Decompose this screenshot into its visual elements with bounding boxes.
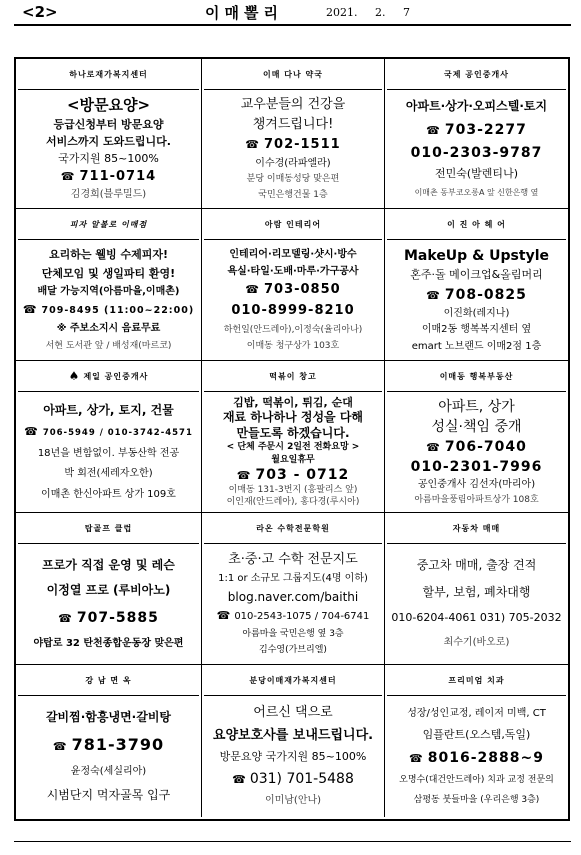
ad-line (47, 584, 171, 598)
ad-line-text: 703 - 0712 (255, 466, 350, 483)
ad-line (258, 190, 327, 200)
page-header (0, 0, 581, 26)
ad-line (415, 188, 539, 197)
ad-line-text: 인테리어·리모델링·샷시·방수 (229, 248, 357, 260)
ad-line (391, 612, 561, 625)
phone-icon: ☎ (58, 611, 73, 625)
issue-date: 2021. 2. 7 (326, 6, 410, 19)
ad-line-text: 국가지원 85~100% (58, 151, 159, 165)
ad-line-text: 이미남(안나) (264, 794, 322, 806)
ad-box (202, 665, 385, 817)
ad-title (204, 361, 382, 392)
ad-title-text: 프리미엄 치과 (448, 675, 505, 685)
ad-line (236, 427, 349, 441)
ad-line (245, 138, 340, 153)
ad-box (202, 513, 385, 665)
ad-line-text: 임플란트(오스템,독일) (422, 727, 531, 741)
ad-box (385, 513, 568, 665)
ad-line (49, 249, 168, 262)
ad-line (61, 170, 156, 185)
ad-box (385, 665, 568, 817)
ad-line (41, 489, 176, 501)
ad-line (47, 789, 171, 803)
ad-line-text: 공인중개사 김선자(마리아) (417, 479, 536, 491)
phone-icon: ☎ (426, 123, 441, 137)
ad-line (271, 455, 314, 465)
ad-body (18, 392, 199, 512)
ad-line (411, 145, 543, 161)
ad-line-text: 야탑로 32 탄천종합운동장 맞은편 (33, 637, 184, 649)
ad-line (407, 708, 546, 720)
ad-body (18, 696, 199, 817)
page-number: <2> (22, 3, 58, 21)
ad-line (224, 325, 363, 335)
ad-line (399, 775, 554, 785)
ad-title (204, 665, 382, 696)
ad-line (237, 467, 349, 483)
ad-title-text: 강 남 면 옥 (85, 675, 132, 685)
ad-line (444, 637, 510, 649)
ad-line-text: 706-7040 (444, 439, 527, 456)
ad-title-text: 탑골프 클럽 (84, 523, 133, 533)
ad-line (58, 153, 159, 166)
ad-line (217, 610, 370, 623)
ad-title (387, 361, 566, 392)
ad-line-text: 010-2303-9787 (410, 144, 543, 161)
ad-line (253, 706, 332, 721)
ad-line-text: 711-0714 (79, 168, 157, 184)
ad-line-text: 성실·책임 중개 (431, 419, 522, 436)
ad-line-text: 702-1511 (263, 136, 341, 152)
ad-line-text: 요리하는 웰빙 수제피자! (49, 248, 168, 262)
ad-title (204, 209, 382, 240)
ad-line-text: 이매동 청구상가 103호 (246, 340, 340, 351)
ad-line-text: 이진화(레지나) (443, 307, 510, 319)
ad-box (202, 209, 385, 361)
ad-line (229, 249, 356, 261)
ad-title-text: 라온 수학전문학원 (256, 523, 330, 533)
ad-line (24, 426, 193, 439)
ad-line (412, 341, 542, 353)
ad-line-text: 어르신 댁으로 (253, 705, 333, 721)
ad-line (422, 324, 531, 336)
ad-line-text: 전민숙(발렌티나) (435, 167, 518, 181)
ad-line-text: 010-6204-4061 031) 705-2032 (391, 610, 562, 624)
ad-line-text: ※ 주보소지시 음료무료 (56, 323, 161, 335)
ad-title-text: 이매 다나 약국 (263, 69, 323, 79)
ad-line-text: 박 회전(세레자오한) (64, 468, 153, 480)
ad-line-text: 욕실·타일·도배·마루·가구공사 (227, 266, 359, 278)
phone-icon: ☎ (52, 739, 68, 753)
ad-line-text: 성장/성인교정, 레이저 미백, CT (407, 708, 546, 719)
ad-line (37, 286, 179, 298)
footer-rule (14, 841, 571, 842)
ad-line-text: 8016-2888~9 (427, 750, 544, 767)
ad-title (18, 209, 199, 240)
ad-box (16, 361, 202, 513)
phone-icon: ☎ (22, 303, 38, 317)
ad-line (247, 341, 339, 351)
ad-body (18, 544, 199, 664)
phone-icon: ☎ (245, 137, 260, 151)
ad-line-text: 706-5949 / 010-3742-4571 (42, 428, 193, 439)
phone-icon: ☎ (245, 283, 260, 297)
ad-title-text: 떡볶이 창고 (269, 371, 317, 381)
ad-title-text: 이매동 행복부동산 (439, 371, 514, 381)
ad-line (426, 439, 527, 455)
ad-line (423, 586, 531, 600)
ad-title (387, 209, 566, 240)
ad-title (387, 513, 566, 544)
ad-title-text: 분당이매재가복지센터 (249, 675, 337, 685)
ad-line-text: 031) 701-5488 (249, 771, 354, 788)
ad-line (431, 419, 521, 435)
ad-line-text: 이매2동 행복복지센터 옆 (421, 324, 532, 336)
ad-line-text: 초·중·고 수학 전문지도 (228, 551, 358, 567)
ad-line-text: 챙겨드립니다! (252, 116, 334, 132)
ad-line (213, 729, 373, 744)
ad-line-text: 할부, 보험, 폐차대행 (422, 584, 531, 599)
ad-line (232, 771, 354, 787)
phone-icon: ☎ (236, 468, 252, 482)
ad-line-text: 교우분들의 건강을 (240, 97, 346, 112)
ad-line (64, 468, 152, 480)
ad-line (57, 323, 161, 335)
ad-line-text: 시범단지 먹자골목 입구 (46, 787, 171, 802)
ad-line-text: 아름마을 국민은행 옆 3층 (242, 628, 344, 639)
ad-line (418, 479, 535, 491)
ad-body (387, 392, 566, 512)
ad-line-text: 아름마을풍림아파트상가 108호 (414, 494, 539, 505)
ad-line-text: 010-2301-7996 (410, 459, 543, 476)
ad-line (34, 638, 184, 650)
ad-title (204, 513, 382, 544)
ad-box (202, 59, 385, 209)
spade-icon: ♠ (68, 369, 81, 383)
ad-body (387, 90, 566, 208)
ad-line-text: 이인재(안드레아), 홍다경(루시아) (226, 496, 360, 507)
ad-box (385, 209, 568, 361)
ad-line-text: 781-3790 (71, 734, 165, 754)
ad-title (18, 59, 199, 90)
ad-line-text: 프로가 직접 운영 및 레슨 (42, 557, 175, 572)
ad-line-text: 아파트·상가·오피스텔·토지 (405, 99, 548, 114)
ad-body (387, 544, 566, 664)
ad-box (385, 361, 568, 513)
ad-line (227, 497, 360, 507)
ad-line-text: 갈비찜·함흥냉면·갈비탕 (45, 709, 172, 724)
ad-line-text: 요양보호사를 보내드립니다. (212, 727, 374, 743)
ad-line (426, 122, 527, 138)
ad-line-text: 1:1 or 소규모 그룹지도(4명 이하) (218, 573, 368, 585)
ad-line (241, 98, 346, 113)
ad-line-text: 아파트, 상가 (438, 398, 515, 415)
ad-line (255, 158, 330, 170)
ad-line (242, 629, 343, 639)
ad-title (18, 361, 199, 392)
ad-line (414, 495, 538, 505)
ad-line (229, 485, 358, 495)
ad-body (387, 240, 566, 360)
ad-body (387, 696, 566, 817)
phone-icon: ☎ (409, 752, 424, 766)
ad-line (227, 442, 360, 452)
ad-line-text: 김경희(블루밀드) (70, 189, 147, 201)
ad-line-text: 혼주·돌 메이크업&올림머리 (410, 268, 543, 281)
ad-line (253, 118, 334, 133)
ad-body (204, 544, 382, 664)
ad-line-text: 이수경(라파엘라) (255, 157, 331, 169)
ad-line (265, 795, 321, 807)
ad-line-text: 배달 가능지역(아름마을,이매촌) (37, 286, 180, 298)
ad-line-text: 아파트, 상가, 토지, 건물 (43, 402, 174, 417)
ad-line-text: <방문요양> (66, 96, 151, 115)
phone-icon: ☎ (60, 169, 76, 183)
ad-box (16, 513, 202, 665)
ad-title-text: 이 진 아 헤 어 (447, 219, 506, 229)
ad-body (204, 696, 382, 817)
ad-body (18, 240, 199, 360)
ad-title-text: 아람 인테리어 (264, 219, 322, 229)
ad-line (220, 751, 367, 764)
ad-line-text: 서비스까지 도와드립니다. (46, 134, 171, 148)
ad-line (218, 573, 368, 585)
ad-line-text: 18년을 변함없이. 부동산학 전공 (37, 448, 180, 459)
ad-line-text: 708-0825 (444, 286, 527, 303)
ad-line (423, 729, 531, 742)
ad-line-text: 이매동 131-3번지 (흥팔리스 앞) (228, 484, 358, 495)
ad-line-text: 703-2277 (444, 121, 527, 138)
ad-line-text: 만들도록 하겠습니다. (236, 425, 350, 440)
ad-line (435, 168, 518, 181)
ad-box (16, 209, 202, 361)
ad-line (71, 766, 146, 778)
ad-line (228, 553, 358, 568)
ad-line (53, 736, 164, 754)
ad-line-text: 최수기(바오로) (443, 637, 510, 649)
ad-title-text: 하나로재가복지센터 (69, 69, 148, 79)
ad-line (42, 559, 175, 573)
ad-line (426, 287, 527, 303)
ad-title-text: 국제 공인중개사 (444, 69, 509, 79)
ad-title-text: 피자 알볼로 이매점 (69, 219, 148, 229)
ad-box (16, 665, 202, 817)
ad-line-text: 분당 이매동성당 맞은편 (246, 174, 340, 185)
ad-box (16, 59, 202, 209)
ad-box (202, 361, 385, 513)
ad-line (58, 610, 159, 626)
ad-line (245, 283, 340, 298)
ad-grid (14, 57, 570, 821)
ad-line (411, 459, 543, 475)
ad-line-text: 재료 하나하나 정성을 다해 (222, 410, 364, 425)
phone-icon: ☎ (426, 288, 441, 302)
ad-line-text: 월요일휴무 (271, 454, 315, 465)
ad-line (227, 266, 358, 278)
ad-body (204, 240, 382, 360)
ad-line-text: emart 노브랜드 이매2점 1층 (411, 340, 542, 352)
ad-line (46, 711, 171, 725)
ad-line-text: 하헌일(안드레아),이정숙(율리아나) (223, 324, 363, 335)
ad-line (444, 308, 510, 320)
newsletter-title: 이매뽈리 (205, 4, 283, 22)
ad-line-text: 이매촌 동부코오롱A 앞 신한은행 옆 (414, 188, 539, 198)
ad-line (223, 411, 363, 425)
ad-line (46, 341, 172, 351)
ad-title (18, 665, 199, 696)
ad-line (38, 448, 179, 460)
ad-line-text: 010-2543-1075 / 704-6741 (234, 611, 370, 623)
ad-title (387, 59, 566, 90)
ad-line-text: 오명수(대건안드레아) 치과 교정 전문의 (399, 775, 554, 786)
ad-title-text: 자동차 매매 (452, 523, 501, 533)
ad-line-text: 707-5885 (76, 609, 159, 626)
ad-line (53, 119, 163, 132)
ad-line-text: 709-8495 (11:00~22:00) (41, 305, 195, 317)
phone-icon: ☎ (216, 609, 231, 623)
ad-line-text: 국민은행건물 1층 (258, 189, 328, 200)
ad-line (67, 97, 150, 114)
ad-line-text: 김밥, 떡볶이, 튀김, 순대 (233, 395, 353, 409)
ad-line-text: 서현 도서관 앞 / 배성재(마르코) (45, 340, 172, 351)
ad-title (387, 665, 566, 696)
ad-line-text: 등급신청부터 방문요양 (53, 117, 164, 131)
phone-icon: ☎ (426, 441, 441, 455)
ad-line-text: 703-0850 (263, 282, 341, 298)
ad-line-text: 이정열 프로 (루비아노) (46, 583, 171, 598)
ad-title-text: 제일 공인중개사 (83, 371, 149, 381)
ad-box (385, 59, 568, 209)
ad-line (233, 397, 353, 410)
ad-line (404, 248, 549, 264)
ad-line-text: 단체모임 및 생일파티 환영! (41, 266, 176, 280)
phone-icon: ☎ (232, 773, 246, 787)
ad-line (417, 559, 537, 573)
ad-line-text: < 단체 주문시 2일전 전화요망 > (226, 442, 360, 453)
ad-line (46, 136, 171, 149)
ad-line (231, 304, 354, 319)
ad-line (438, 399, 515, 415)
ad-body (204, 90, 382, 208)
ad-line-text: 중고차 매매, 출장 견적 (416, 558, 537, 573)
ad-body (204, 392, 382, 512)
ad-line-text: blog.naver.com/baithi (227, 589, 359, 604)
ad-line-text: 윤정숙(세실리아) (70, 765, 147, 777)
header-rule (14, 24, 571, 26)
phone-icon: ☎ (24, 425, 39, 439)
ad-line (259, 645, 327, 655)
ad-line (406, 100, 547, 114)
ad-title (204, 59, 382, 90)
ad-line-text: 방문요양 국가지원 85~100% (219, 750, 367, 764)
ad-line-text: MakeUp & Upstyle (404, 247, 549, 264)
ad-body (18, 90, 199, 208)
ad-line (23, 304, 194, 317)
ad-line (71, 189, 146, 201)
ad-line-text: 010-8999-8210 (231, 303, 355, 318)
ad-line-text: 이매촌 한신아파트 상가 109호 (41, 488, 176, 500)
ad-line (410, 269, 542, 282)
ad-title (18, 513, 199, 544)
ad-line (247, 174, 340, 184)
ad-line-text: 김수영(가브리엘) (259, 644, 327, 655)
ad-line (414, 795, 540, 805)
ad-line (409, 750, 544, 766)
ad-line (228, 591, 358, 605)
ad-line (42, 268, 175, 281)
ad-line-text: 삼평동 붓들마을 (우리은행 3층) (413, 794, 540, 805)
ad-line (43, 404, 174, 418)
